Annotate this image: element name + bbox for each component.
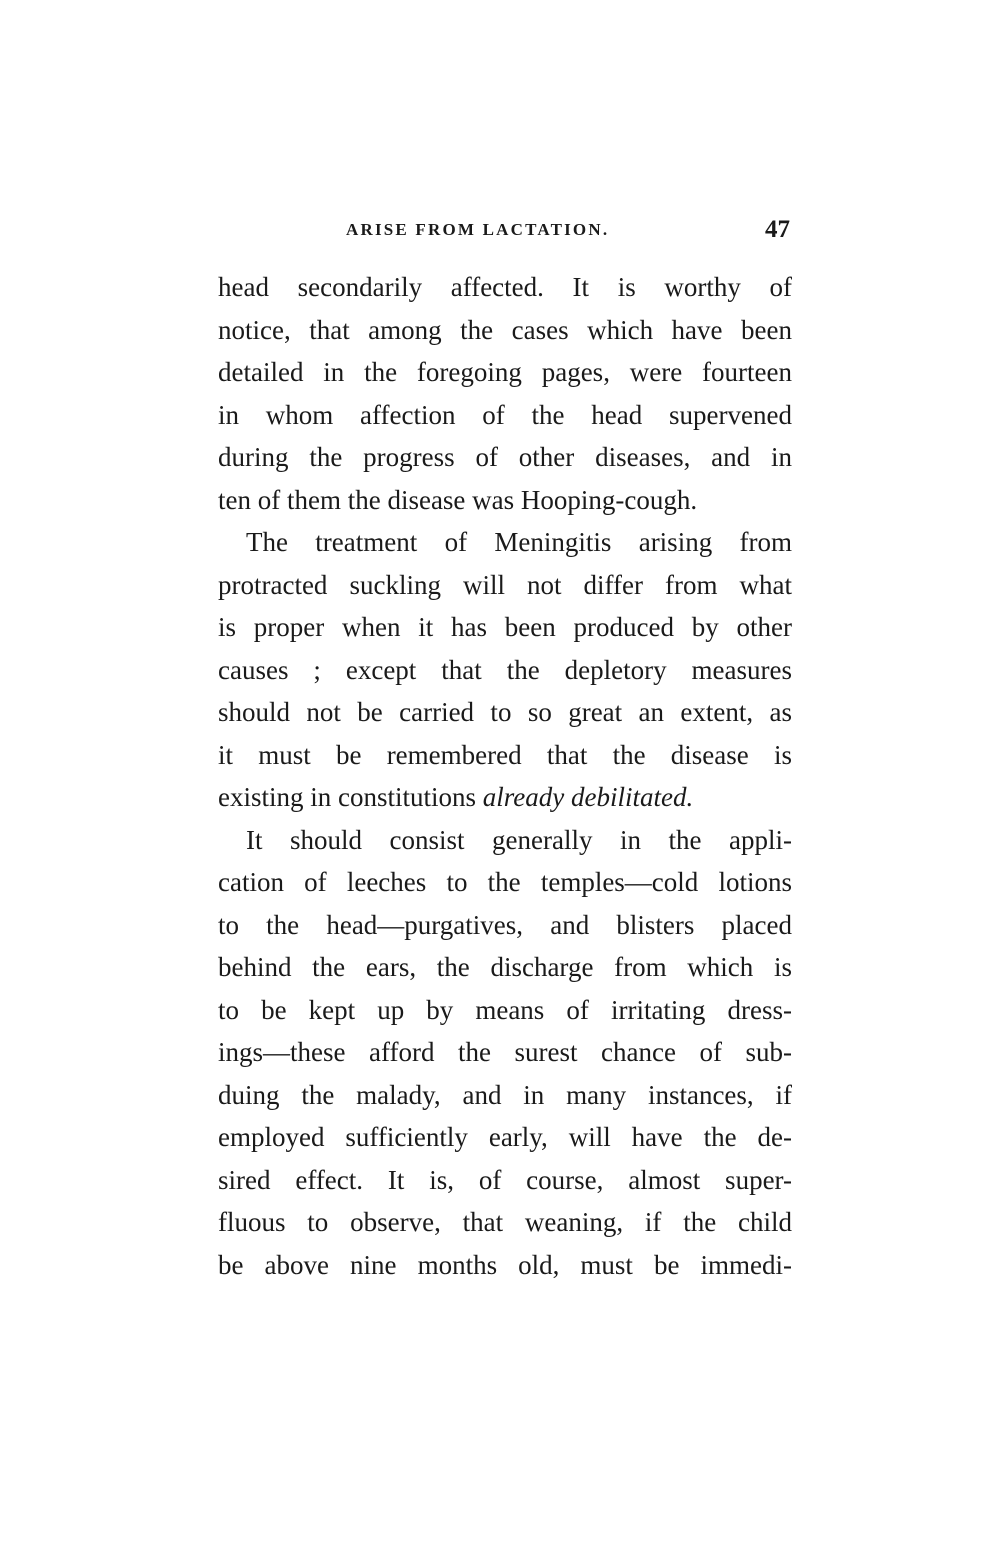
text-line-with-emphasis <box>218 776 792 819</box>
text-line: fluous to observe, that weaning, if the child <box>218 1207 792 1237</box>
text-line: sired effect. It is, of course, almost super- <box>218 1164 792 1195</box>
body-text <box>218 266 792 1286</box>
text-line: during the progress of other diseases, and in <box>218 442 792 472</box>
text-line: The treatment of Meningitis arising from <box>246 527 792 557</box>
running-head <box>218 216 792 246</box>
running-title: ARISE FROM LACTATION. <box>346 220 610 239</box>
italic-emphasis: already debilitated. <box>482 782 694 812</box>
page-number: 47 <box>765 216 790 243</box>
text-line: It should consist generally in the appli- <box>246 824 792 855</box>
text-line: ten of them the disease was Hooping-cough. <box>218 484 698 515</box>
text-line: protracted suckling will not differ from what <box>218 569 792 600</box>
paragraph-1 <box>218 266 792 521</box>
text-line: causes ; except that the depletory measures <box>218 654 792 685</box>
paragraph-2 <box>218 521 792 819</box>
text-line: cation of leeches to the temples—cold lotions <box>218 867 792 897</box>
text-line-start: existing in constitutions <box>218 782 477 812</box>
text-line: in whom affection of the head supervened <box>218 399 792 430</box>
text-line: employed sufficiently early, will have the de- <box>218 1122 792 1152</box>
text-line: to be kept up by means of irritating dress- <box>218 994 792 1025</box>
text-line: to the head—purgatives, and blisters placed <box>218 909 792 940</box>
text-line: head secondarily affected. It is worthy of <box>218 272 792 302</box>
paragraph-3 <box>218 819 792 1287</box>
text-line: detailed in the foregoing pages, were fourteen <box>218 357 792 387</box>
text-line: is proper when it has been produced by other <box>218 612 792 642</box>
text-line: it must be remembered that the disease is <box>218 739 792 770</box>
text-line: should not be carried to so great an extent, as <box>218 697 792 727</box>
text-line: behind the ears, the discharge from which is <box>218 952 792 982</box>
text-line: be above nine months old, must be immedi- <box>218 1249 792 1280</box>
text-line: duing the malady, and in many instances, if <box>218 1079 792 1110</box>
text-line: ings—these afford the surest chance of sub- <box>218 1037 792 1067</box>
text-line: notice, that among the cases which have been <box>218 314 792 345</box>
